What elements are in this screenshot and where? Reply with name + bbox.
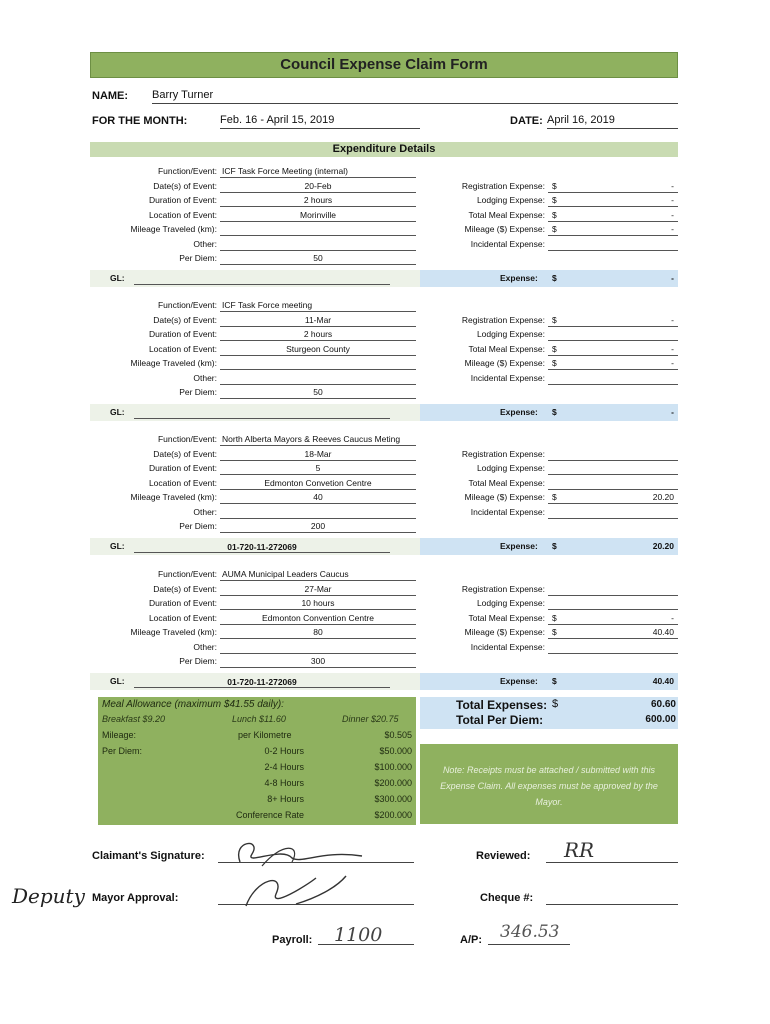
event-function-value: AUMA Municipal Leaders Caucus xyxy=(222,569,349,579)
event-dates-value: 18-Mar xyxy=(304,448,332,459)
event-mileage-dollar-line[interactable] xyxy=(548,638,678,639)
gl-label: GL: xyxy=(110,541,125,551)
dinner-rate: Dinner $20.75 xyxy=(342,714,399,724)
event-dates-label: Date(s) of Event: xyxy=(153,583,217,594)
event-incidental-label: Incidental Expense: xyxy=(470,238,545,249)
event-lodging-line[interactable] xyxy=(548,474,678,475)
expense-label: Expense: xyxy=(500,273,538,283)
event-registration-line[interactable] xyxy=(548,326,678,327)
event-dates-line[interactable] xyxy=(220,460,416,461)
event-function-value: ICF Task Force Meeting (internal) xyxy=(222,166,348,176)
event-lodging-label: Lodging Expense: xyxy=(476,195,545,205)
event-total-meal-label: Total Meal Expense: xyxy=(468,477,545,488)
event-mileage-dollar-value: - xyxy=(671,224,674,234)
per-diem-rate-label: Per Diem: xyxy=(102,746,143,756)
section-title: Expenditure Details xyxy=(90,142,678,157)
event-mileage-dollar-dollar: $ xyxy=(552,492,557,502)
per-diem-rate-amount: $100.000 xyxy=(374,762,412,772)
event-mileage-km-label: Mileage Traveled (km): xyxy=(130,224,217,234)
gl-value: 01-720-11-272069 xyxy=(227,542,297,552)
per-diem-rate-hours: 8+ Hours xyxy=(267,794,304,804)
name-field[interactable] xyxy=(152,89,678,104)
event-total-meal-line[interactable] xyxy=(548,489,678,490)
event-registration-label: Registration Expense: xyxy=(461,583,545,594)
cheque-label: Cheque #: xyxy=(480,892,534,904)
event-incidental-label: Incidental Expense: xyxy=(470,506,545,517)
event-dates-label: Date(s) of Event: xyxy=(153,314,217,325)
per-diem-rate-hours: Conference Rate xyxy=(235,810,304,820)
event-other-line[interactable] xyxy=(220,518,416,519)
per-diem-rate-amount: $200.000 xyxy=(374,778,412,788)
event-dates-value: 11-Mar xyxy=(304,314,332,325)
event-location-line[interactable] xyxy=(220,221,416,222)
event-registration-label: Registration Expense: xyxy=(461,448,545,459)
event-dates-line[interactable] xyxy=(220,326,416,327)
gl-label: GL: xyxy=(110,407,125,417)
event-location-line[interactable] xyxy=(220,489,416,490)
event-registration-dollar: $ xyxy=(552,314,557,325)
event-registration-line[interactable] xyxy=(548,192,678,193)
mileage-rate-value: $0.505 xyxy=(384,730,412,740)
event-other-label: Other: xyxy=(193,506,217,517)
event-dates-line[interactable] xyxy=(220,192,416,193)
event-mileage-dollar-label: Mileage ($) Expense: xyxy=(464,627,545,637)
meal-heading: Meal Allowance (maximum $41.55 daily): xyxy=(102,699,284,710)
event-dates-line[interactable] xyxy=(220,595,416,596)
event-function-label: Function/Event: xyxy=(157,569,217,579)
event-mileage-km-label: Mileage Traveled (km): xyxy=(130,358,217,368)
event-duration-value: 10 hours xyxy=(301,598,335,608)
gl-label: GL: xyxy=(110,676,125,686)
total-expenses-dollar: $ xyxy=(552,698,559,710)
expense-label: Expense: xyxy=(500,407,538,417)
event-duration-label: Duration of Event: xyxy=(148,598,217,608)
event-mileage-km-value: 80 xyxy=(313,627,323,637)
event-incidental-line[interactable] xyxy=(548,384,678,385)
ap-value: 346.53 xyxy=(500,922,560,942)
event-mileage-dollar-value: 20.20 xyxy=(652,492,674,502)
event-location-value: Edmonton Convention Centre xyxy=(262,612,374,623)
event-registration-value: - xyxy=(671,314,674,325)
expense-value: 20.20 xyxy=(652,541,674,551)
date-label: DATE: xyxy=(510,115,543,127)
event-lodging-label: Lodging Expense: xyxy=(476,329,545,339)
event-function-value: ICF Task Force meeting xyxy=(222,300,313,310)
total-expenses-label: Total Expenses: xyxy=(456,698,548,712)
event-registration-line[interactable] xyxy=(548,460,678,461)
event-lodging-line[interactable] xyxy=(548,609,678,610)
per-diem-rate-amount: $200.000 xyxy=(374,810,412,820)
event-mileage-dollar-label: Mileage ($) Expense: xyxy=(464,358,545,368)
event-lodging-dollar: $ xyxy=(552,195,557,205)
event-location-value: Morinville xyxy=(300,209,336,220)
deputy-note: Deputy xyxy=(12,884,85,908)
event-mileage-dollar-value: 40.40 xyxy=(652,627,674,637)
expense-label: Expense: xyxy=(500,541,538,551)
event-mileage-dollar-dollar: $ xyxy=(552,358,557,368)
event-registration-dollar: $ xyxy=(552,180,557,191)
event-location-label: Location of Event: xyxy=(148,343,217,354)
event-total-meal-dollar: $ xyxy=(552,209,557,220)
per-diem-rate-amount: $50.000 xyxy=(379,746,412,756)
event-per-diem-value: 300 xyxy=(310,656,326,666)
event-mileage-dollar-label: Mileage ($) Expense: xyxy=(464,224,545,234)
event-duration-line[interactable] xyxy=(220,609,416,610)
event-lodging-value: - xyxy=(671,195,674,205)
event-per-diem-line[interactable] xyxy=(220,398,416,399)
event-per-diem-label: Per Diem: xyxy=(179,521,217,531)
per-diem-rate-hours: 2-4 Hours xyxy=(264,762,304,772)
event-dates-value: 27-Mar xyxy=(304,583,332,594)
claimant-signature xyxy=(222,832,392,872)
per-diem-rate-hours: 4-8 Hours xyxy=(264,778,304,788)
event-duration-value: 2 hours xyxy=(303,329,333,339)
reviewed-line[interactable] xyxy=(546,862,678,863)
event-location-line[interactable] xyxy=(220,355,416,356)
event-per-diem-line[interactable] xyxy=(220,264,416,265)
event-mileage-km-label: Mileage Traveled (km): xyxy=(130,627,217,637)
event-duration-line[interactable] xyxy=(220,474,416,475)
month-value: Feb. 16 - April 15, 2019 xyxy=(220,114,335,126)
receipt-note: Note: Receipts must be attached / submitted with this Expense Claim. All expenses must be approved by the Mayor. xyxy=(420,744,678,824)
per-diem-rate-amount: $300.000 xyxy=(374,794,412,804)
total-per-diem-value: 600.00 xyxy=(645,714,676,725)
event-duration-value: 5 xyxy=(315,463,321,473)
payroll-value: 1100 xyxy=(334,924,383,946)
event-total-meal-label: Total Meal Expense: xyxy=(468,209,545,220)
event-mileage-dollar-line[interactable] xyxy=(548,369,678,370)
event-per-diem-label: Per Diem: xyxy=(179,387,217,397)
total-expenses-value: 60.60 xyxy=(650,699,676,710)
event-per-diem-label: Per Diem: xyxy=(179,253,217,263)
payroll-label: Payroll: xyxy=(272,934,313,946)
expense-value: 40.40 xyxy=(652,676,674,686)
event-mileage-km-line[interactable] xyxy=(220,638,416,639)
event-total-meal-value: - xyxy=(671,343,674,354)
event-location-label: Location of Event: xyxy=(148,209,217,220)
event-location-value: Sturgeon County xyxy=(286,343,350,354)
event-mileage-dollar-dollar: $ xyxy=(552,627,557,637)
name-label: NAME: xyxy=(92,90,129,102)
event-function-label: Function/Event: xyxy=(157,166,217,176)
event-lodging-label: Lodging Expense: xyxy=(476,598,545,608)
event-function-line[interactable] xyxy=(220,177,416,178)
event-total-meal-line[interactable] xyxy=(548,624,678,625)
date-value: April 16, 2019 xyxy=(547,114,615,126)
expense-value: - xyxy=(671,273,674,283)
event-other-line[interactable] xyxy=(220,250,416,251)
expense-dollar: $ xyxy=(552,541,557,551)
event-location-value: Edmonton Convetion Centre xyxy=(264,477,372,488)
name-value: Barry Turner xyxy=(152,89,214,101)
gl-line[interactable] xyxy=(134,552,390,553)
mayor-approval-label: Mayor Approval: xyxy=(92,892,179,904)
event-mileage-km-line[interactable] xyxy=(220,235,416,236)
event-location-label: Location of Event: xyxy=(148,477,217,488)
event-per-diem-value: 50 xyxy=(313,387,323,397)
event-incidental-line[interactable] xyxy=(548,653,678,654)
event-other-line[interactable] xyxy=(220,384,416,385)
event-mileage-dollar-line[interactable] xyxy=(548,235,678,236)
breakfast-rate: Breakfast $9.20 xyxy=(102,714,166,724)
event-incidental-label: Incidental Expense: xyxy=(470,372,545,383)
claimant-signature-label: Claimant's Signature: xyxy=(92,850,205,862)
reviewed-initials: RR xyxy=(564,838,595,862)
form-title: Council Expense Claim Form xyxy=(90,52,678,78)
event-registration-label: Registration Expense: xyxy=(461,314,545,325)
ap-label: A/P: xyxy=(460,934,482,946)
event-function-line[interactable] xyxy=(220,580,416,581)
month-label: FOR THE MONTH: xyxy=(92,115,188,127)
event-dates-label: Date(s) of Event: xyxy=(153,180,217,191)
event-per-diem-label: Per Diem: xyxy=(179,656,217,666)
month-field[interactable] xyxy=(220,114,420,129)
event-duration-value: 2 hours xyxy=(303,195,333,205)
mileage-rate-label: Mileage: xyxy=(102,730,137,740)
event-per-diem-line[interactable] xyxy=(220,532,416,533)
expense-dollar: $ xyxy=(552,273,557,283)
event-total-meal-line[interactable] xyxy=(548,221,678,222)
gl-line[interactable] xyxy=(134,284,390,285)
event-location-line[interactable] xyxy=(220,624,416,625)
event-incidental-line[interactable] xyxy=(548,250,678,251)
event-total-meal-dollar: $ xyxy=(552,612,557,623)
expense-dollar: $ xyxy=(552,676,557,686)
event-duration-label: Duration of Event: xyxy=(148,329,217,339)
event-total-meal-label: Total Meal Expense: xyxy=(468,343,545,354)
event-registration-label: Registration Expense: xyxy=(461,180,545,191)
mayor-signature xyxy=(226,868,366,912)
event-mileage-km-label: Mileage Traveled (km): xyxy=(130,492,217,502)
reviewed-label: Reviewed: xyxy=(476,850,531,862)
event-other-line[interactable] xyxy=(220,653,416,654)
event-total-meal-value: - xyxy=(671,612,674,623)
event-per-diem-value: 50 xyxy=(313,253,323,263)
event-registration-line[interactable] xyxy=(548,595,678,596)
event-total-meal-dollar: $ xyxy=(552,343,557,354)
ap-line[interactable] xyxy=(488,944,570,945)
expense-value: - xyxy=(671,407,674,417)
event-total-meal-line[interactable] xyxy=(548,355,678,356)
event-mileage-dollar-value: - xyxy=(671,358,674,368)
event-registration-value: - xyxy=(671,180,674,191)
cheque-line[interactable] xyxy=(546,904,678,905)
event-dates-value: 20-Feb xyxy=(304,180,332,191)
event-per-diem-value: 200 xyxy=(310,521,326,531)
event-total-meal-value: - xyxy=(671,209,674,220)
date-field[interactable] xyxy=(547,114,678,129)
gl-line[interactable] xyxy=(134,687,390,688)
event-function-label: Function/Event: xyxy=(157,434,217,444)
lunch-rate: Lunch $11.60 xyxy=(232,714,286,724)
event-lodging-label: Lodging Expense: xyxy=(476,463,545,473)
event-other-label: Other: xyxy=(193,238,217,249)
event-function-label: Function/Event: xyxy=(157,300,217,310)
event-dates-label: Date(s) of Event: xyxy=(153,448,217,459)
expense-dollar: $ xyxy=(552,407,557,417)
event-duration-label: Duration of Event: xyxy=(148,463,217,473)
event-other-label: Other: xyxy=(193,372,217,383)
event-duration-line[interactable] xyxy=(220,206,416,207)
event-total-meal-label: Total Meal Expense: xyxy=(468,612,545,623)
event-duration-line[interactable] xyxy=(220,340,416,341)
event-incidental-label: Incidental Expense: xyxy=(470,641,545,652)
event-mileage-dollar-label: Mileage ($) Expense: xyxy=(464,492,545,502)
event-location-label: Location of Event: xyxy=(148,612,217,623)
event-function-value: North Alberta Mayors & Reeves Caucus Meting xyxy=(222,434,401,444)
gl-label: GL: xyxy=(110,273,125,283)
event-mileage-km-line[interactable] xyxy=(220,369,416,370)
mileage-rate-unit: per Kilometre xyxy=(238,730,292,740)
event-duration-label: Duration of Event: xyxy=(148,195,217,205)
per-diem-rate-hours: 0-2 Hours xyxy=(264,746,304,756)
total-per-diem-label: Total Per Diem: xyxy=(456,713,544,727)
event-incidental-line[interactable] xyxy=(548,518,678,519)
gl-value: 01-720-11-272069 xyxy=(227,677,297,687)
event-mileage-dollar-line[interactable] xyxy=(548,503,678,504)
gl-line[interactable] xyxy=(134,418,390,419)
event-function-line[interactable] xyxy=(220,311,416,312)
event-lodging-line[interactable] xyxy=(548,206,678,207)
event-per-diem-line[interactable] xyxy=(220,667,416,668)
event-function-line[interactable] xyxy=(220,445,416,446)
event-mileage-dollar-dollar: $ xyxy=(552,224,557,234)
event-other-label: Other: xyxy=(193,641,217,652)
event-lodging-line[interactable] xyxy=(548,340,678,341)
event-mileage-km-value: 40 xyxy=(313,492,323,502)
event-mileage-km-line[interactable] xyxy=(220,503,416,504)
expense-label: Expense: xyxy=(500,676,538,686)
